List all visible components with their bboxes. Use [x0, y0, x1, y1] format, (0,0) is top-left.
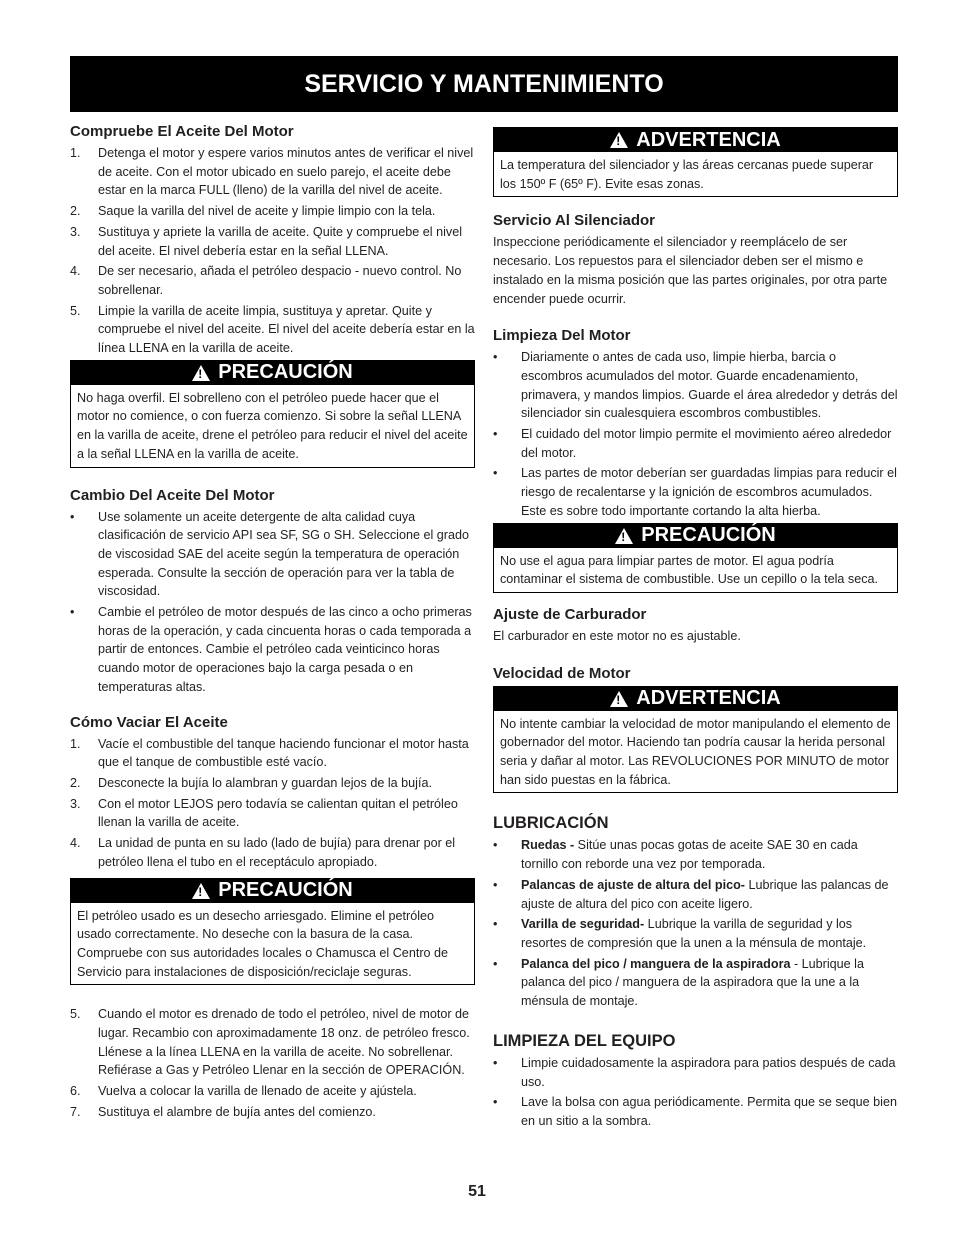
list-marker: 1.	[70, 146, 81, 160]
list-text: Las partes de motor deberían ser guardadas limpias para reducir el riesgo de recalentarse y la ignición de escombros acumulados. Este es sobre todo importante cortando la alta hierba.	[521, 466, 897, 518]
list-text: Cambie el petróleo de motor después de las cinco a ocho primeras horas de la operación, y cada cincuenta horas o cada temporada a partir de entonces. Cambie el petróleo cada veinticinco horas cuando motor de operaciones bajo la carga pesada o en temperaturas altas.	[98, 605, 472, 694]
list-marker: 6.	[70, 1084, 81, 1099]
bullet-list	[493, 1054, 898, 1131]
list-item	[493, 836, 898, 873]
caution-label: PRECAUCIÓN	[641, 524, 776, 547]
list-item	[493, 915, 898, 952]
list-marker: •	[493, 427, 498, 442]
list-item	[70, 1103, 475, 1122]
section-title: LIMPIEZA DEL EQUIPO	[493, 1031, 676, 1050]
list-marker: •	[493, 466, 498, 481]
caution-text: No use el agua para limpiar partes de motor. El agua podría contaminar el sistema de combustible. Use un cepillo o la tela seca.	[500, 553, 879, 587]
section-text: Inspeccione periódicamente el silenciador y reemplácelo de ser necesario. Los repuestos para el silenciador deben ser el mismo e instalado en la misma posición que las partes originales, por otra parte encender puede ocurrir.	[493, 235, 888, 306]
list-marker: 3.	[70, 796, 81, 811]
list-text: Sustituya el alambre de bujía antes del comienzo.	[98, 1104, 376, 1119]
list-item	[493, 425, 898, 462]
list-marker: 2.	[70, 204, 81, 219]
warning-text: La temperatura del silenciador y las áreas cercanas puede superar los 150º F (65º F). Evite esas zonas.	[500, 158, 874, 191]
list-text: Saque la varilla del nivel de aceite y limpie limpio con la tela.	[98, 204, 436, 219]
list-marker: 1.	[70, 736, 81, 751]
list-text: El cuidado del motor limpio permite el movimiento aéreo alrededor del motor.	[521, 427, 892, 460]
section-title: Compruebe El Aceite Del Motor	[70, 123, 294, 140]
list-text: Lave la bolsa con agua periódicamente. Permita que se seque bien en un sitio a la sombra.	[521, 1095, 897, 1128]
caution-label: PRECAUCIÓN	[218, 361, 353, 384]
caution-text: No haga overfil. El sobrelleno con el petróleo puede hacer que el motor no comience, o con fuerza comienzo. Si sobre la señal LLENA en la varilla de aceite, drene el petróleo para reducir el nivel del aceite a la señal LLENA en la varilla de aceite.	[77, 390, 468, 461]
list-item	[493, 1093, 898, 1130]
list-text: Vacíe el combustible del tanque haciendo funcionar el motor hasta que el tanque de combustible esté vacío.	[98, 736, 469, 770]
list-marker: 7.	[70, 1104, 81, 1119]
left-column	[70, 122, 475, 1124]
caution-box	[70, 360, 475, 468]
caution-text: El petróleo usado es un desecho arriesgado. Elimine el petróleo usado correctamente. No deseche con la basura de la casa. Compruebe con sus autoridades locales o Chamusca el Centro de Servicio para instalaciones de disposición/reciclaje seguras.	[77, 908, 449, 979]
section-title: Servicio Al Silenciador	[493, 212, 656, 230]
page-title: SERVICIO Y MANTENIMIENTO	[304, 69, 664, 98]
list-text: De ser necesario, añada el petróleo despacio - nuevo control. No sobrellenar.	[98, 264, 462, 297]
section-title: Ajuste de Carburador	[493, 605, 647, 623]
step-list	[70, 1005, 475, 1121]
list-item	[70, 223, 475, 260]
bullet-list	[493, 348, 898, 520]
list-item	[493, 348, 898, 423]
list-item	[70, 202, 475, 221]
list-item	[70, 603, 475, 697]
list-text: Diariamente o antes de cada uso, limpie hierba, barcia o escombros acumulados del motor. Guarde encadenamiento, primavera, y mandos limpios. Guarde el área alrededor y detrás del silenciador sin cualesquiera escombros combustibles.	[521, 350, 898, 421]
section-title: Cómo Vaciar El Aceite	[70, 713, 228, 731]
list-term: Varilla de seguridad-	[521, 917, 645, 932]
warning-triangle-icon	[192, 883, 210, 899]
list-text: Limpie la varilla de aceite limpia, sustituya y apretar. Quite y compruebe el nivel del aceite. El nivel del aceite debería estar en la línea LLENA en la varilla de aceite.	[98, 303, 475, 356]
list-marker: 4.	[70, 264, 81, 279]
page-number: 51	[468, 1183, 486, 1200]
list-term: Palanca del pico / manguera de la aspiradora	[521, 956, 791, 971]
warning-box	[493, 686, 898, 794]
list-marker: •	[493, 838, 498, 853]
caution-box	[493, 523, 898, 593]
section-title: Velocidad de Motor	[493, 664, 631, 682]
list-item	[70, 774, 475, 793]
list-text: Desconecte la bujía lo alambran y guardan lejos de la bujía.	[98, 775, 432, 790]
list-marker: •	[493, 877, 498, 892]
bullet-list	[70, 508, 475, 697]
list-marker: •	[70, 605, 75, 620]
caution-header	[494, 524, 897, 548]
list-marker: •	[493, 917, 498, 932]
list-text: Con el motor LEJOS pero todavía se calientan quitan el petróleo llenan la varilla de aceite.	[98, 796, 458, 830]
list-item	[70, 1005, 475, 1080]
page-header-banner	[70, 56, 898, 112]
section-title: Limpieza Del Motor	[493, 327, 631, 345]
list-text: Vuelva a colocar la varilla de llenado de aceite y ajústela.	[98, 1084, 417, 1099]
list-marker: •	[493, 350, 498, 365]
warning-triangle-icon	[610, 132, 628, 148]
list-text: - Lubrique la palanca del pico / manguera de la aspiradora que la une a la ménsula de montaje.	[521, 956, 864, 1009]
list-marker: •	[493, 956, 498, 971]
section-title: Cambio Del Aceite Del Motor	[70, 486, 275, 504]
list-text: Detenga el motor y espere varios minutos antes de verificar el nivel de aceite. Con el motor ubicado en suelo parejo, el aceite debe estar en la marca FULL (lleno) de la varilla del nivel de aceite.	[98, 146, 474, 198]
list-marker: 5.	[70, 303, 81, 318]
list-marker: 3.	[70, 224, 81, 239]
list-text: La unidad de punta en su lado (lado de bujía) para drenar por el petróleo llena el tubo en el receptáculo apropiado.	[98, 836, 456, 869]
list-marker: •	[70, 509, 75, 524]
caution-header	[71, 361, 474, 385]
list-marker: •	[493, 1055, 498, 1070]
step-list	[70, 144, 475, 358]
list-text: Use solamente un aceite detergente de alta calidad cuya clasificación de servicio API sea SF, SG o SH. Seleccione el grado de viscosidad SAE del aceite según la temperatura de operación esperada. Consulte la sección de operación para ver la tabla de viscosidad.	[98, 509, 469, 599]
section-title: LUBRICACIÓN	[493, 814, 609, 833]
caution-header	[71, 879, 474, 903]
bullet-list	[493, 836, 898, 1010]
list-item	[493, 876, 898, 913]
list-item	[70, 795, 475, 832]
list-marker: 5.	[70, 1007, 81, 1022]
list-item	[70, 834, 475, 871]
list-text: Cuando el motor es drenado de todo el petróleo, nivel de motor de lugar. Recambio con aproximadamente 18 onz. de petróleo fresco. Llénese a la línea LLENA en la varilla de aceite. No sobrellenar. Refiérase a Gas y Petróleo Llenar en la sección de OPERACIÓN.	[98, 1007, 470, 1078]
list-text: Lubrique la varilla de seguridad y los resortes de compresión que la unen a la ménsula de montaje.	[521, 917, 867, 950]
list-item	[70, 735, 475, 772]
list-item	[70, 508, 475, 602]
list-term: Palancas de ajuste de altura del pico-	[521, 877, 745, 892]
list-marker: 4.	[70, 836, 81, 851]
list-term: Ruedas -	[521, 838, 575, 853]
list-item	[70, 262, 475, 299]
warning-box	[493, 127, 898, 197]
list-marker: 2.	[70, 775, 81, 790]
warning-triangle-icon	[615, 528, 633, 544]
warning-header	[494, 687, 897, 711]
list-marker: •	[493, 1095, 498, 1110]
list-item	[70, 144, 475, 200]
caution-label: PRECAUCIÓN	[218, 879, 353, 901]
warning-label: ADVERTENCIA	[636, 687, 781, 710]
caution-box	[70, 878, 475, 986]
section-text: El carburador en este motor no es ajustable.	[493, 628, 741, 643]
list-text: Limpie cuidadosamente la aspiradora para patios después de cada uso.	[521, 1055, 896, 1089]
warning-label: ADVERTENCIA	[636, 128, 781, 151]
list-text: Sitúe unas pocas gotas de aceite SAE 30 en cada tornillo con reborde una vez por temporada.	[521, 838, 858, 872]
warning-text: No intente cambiar la velocidad de motor manipulando el elemento de gobernador del motor. Haciendo tan podría causar la herida personal seria y dañar al motor. Las REVOLUCIONES POR MINUTO de motor han sido puestas en la fábrica.	[500, 716, 891, 787]
list-text: Lubrique las palancas de ajuste de altura del pico con aceite ligero.	[521, 877, 889, 911]
warning-header	[494, 128, 897, 152]
warning-triangle-icon	[610, 691, 628, 707]
list-item	[493, 1054, 898, 1091]
step-list	[70, 735, 475, 872]
list-item	[70, 302, 475, 358]
list-item	[493, 464, 898, 520]
list-item	[493, 955, 898, 1011]
list-text: Sustituya y apriete la varilla de aceite. Quite y compruebe el nivel del aceite. El nivel debería estar en la señal LLENA.	[98, 224, 463, 258]
right-column	[493, 127, 898, 1133]
warning-triangle-icon	[192, 365, 210, 381]
list-item	[70, 1082, 475, 1101]
